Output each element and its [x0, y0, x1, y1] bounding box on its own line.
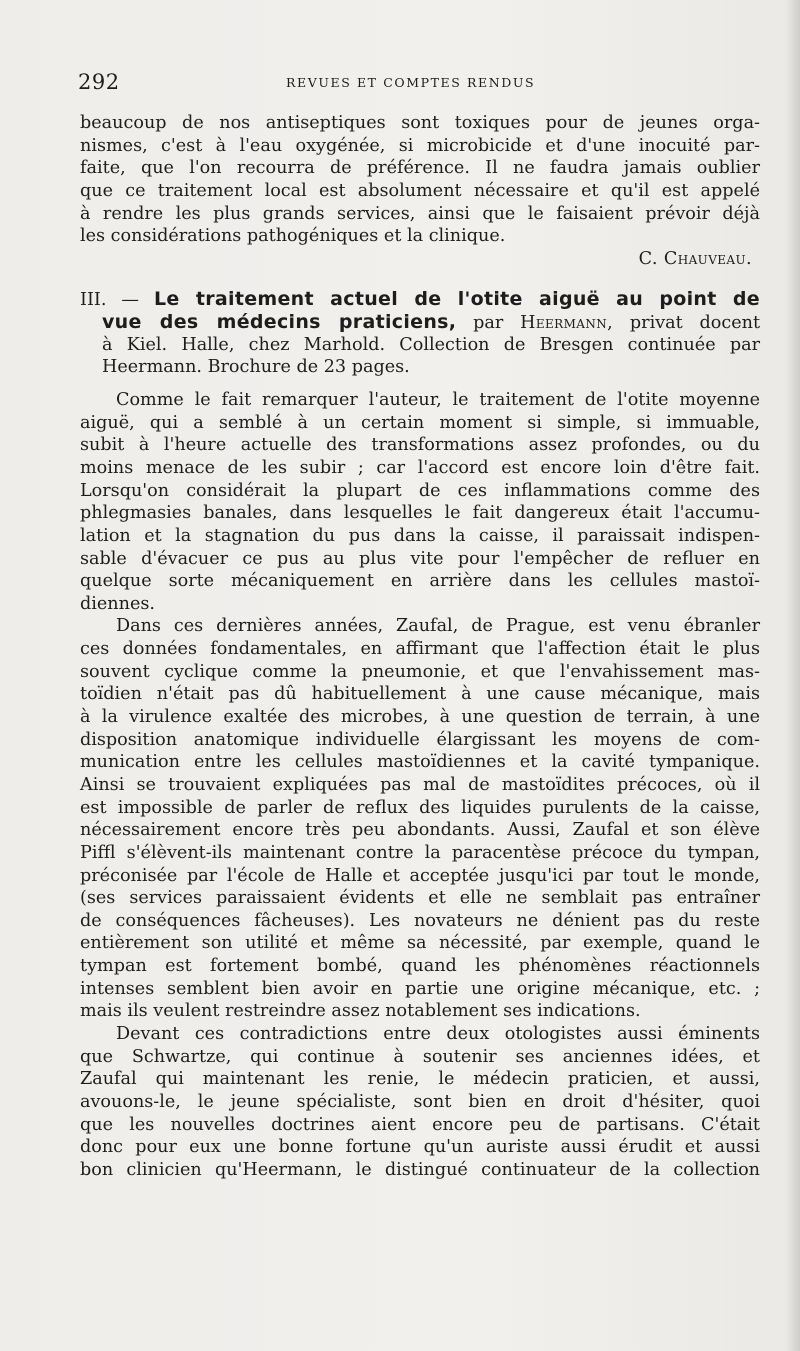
review-title: Le traitement actuel de l'otite aiguë au point de	[153, 288, 760, 311]
review-author: Heermann,	[520, 313, 614, 334]
text-line: entièrement son utilité et même sa nécessité, par exemple, quand le	[80, 933, 760, 954]
review-author-title: privat docent	[629, 313, 761, 334]
text-line: Zaufal qui maintenant les renie, le médecin praticien, et aussi,	[80, 1069, 760, 1090]
text-line: sable d'évacuer ce pus au plus vite pour l'empêcher de refluer en	[80, 548, 760, 569]
text-line: faite, que l'on recourra de préférence. Il ne faudra jamais oublier	[80, 158, 760, 179]
running-head: REVUES ET COMPTES RENDUS	[286, 75, 536, 90]
text-line: beaucoup de nos antiseptiques sont toxiques pour de jeunes orga-	[80, 113, 760, 133]
text-line: que les nouvelles doctrines aient encore peu de partisans. C'était	[80, 1114, 760, 1135]
text-line: Comme le fait remarquer l'auteur, le traitement de l'otite moyenne	[116, 390, 760, 411]
text-line: que ce traitement local est absolument nécessaire et qu'il est appelé	[80, 180, 760, 201]
review-number: III. —	[80, 290, 139, 311]
text-line: ces données fondamentales, en affirmant que l'affection était le plus	[80, 639, 760, 660]
page-number: 292	[78, 70, 120, 94]
text-line: Ainsi se trouvaient expliquées pas mal de mastoïdites précoces, où il	[80, 774, 760, 795]
review-heading-line	[80, 311, 760, 334]
text-line: toïdien n'était pas dû habituellement à une cause mécanique, mais	[80, 684, 760, 705]
text-line: à la virulence exaltée des microbes, à une question de terrain, à une	[80, 707, 760, 728]
text-line: à rendre les plus grands services, ainsi que le faisaient prévoir déjà	[80, 203, 760, 224]
review-signature: C. Chauveau.	[638, 248, 752, 269]
section-gap	[80, 270, 760, 288]
text-line: les considérations pathogéniques et la clinique.	[80, 226, 506, 247]
text-line: mais ils veulent restreindre assez notablement ses indications.	[80, 1001, 641, 1022]
text-line: moins menace de les subir ; car l'accord est encore loin d'être fait.	[80, 457, 760, 478]
text-line: munication entre les cellules mastoïdiennes et la cavité tympanique.	[80, 752, 760, 773]
text-line: donc pour eux une bonne fortune qu'un auriste aussi érudit et aussi	[80, 1137, 760, 1158]
review-heading-line	[80, 288, 760, 311]
text-line: nécessairement encore très peu abondants. Aussi, Zaufal et son élève	[80, 820, 760, 841]
page-edge-shadow	[786, 0, 800, 1351]
text-line: intenses semblent bien avoir en partie une origine mécanique, etc. ;	[80, 978, 760, 999]
text-line: avouons-le, le jeune spécialiste, sont bien en droit d'hésiter, quoi	[80, 1091, 760, 1112]
text-line: préconisée par l'école de Halle et acceptée jusqu'ici par tout le monde,	[80, 865, 760, 886]
text-line: subit à l'heure actuelle des transformations assez profondes, ou du	[80, 435, 760, 456]
page-header	[78, 70, 768, 96]
text-line: (ses services paraissaient évidents et elle ne semblait pas entraîner	[80, 888, 760, 909]
text-line: phlegmasies banales, dans lesquelles le fait dangereux était l'accumu-	[80, 503, 760, 524]
text-line: Lorsqu'on considérait la plupart de ces inflammations comme des	[80, 480, 760, 501]
text-line: quelque sorte mécaniquement en arrière dans les cellules mastoï-	[80, 571, 760, 592]
text-line: nismes, c'est à l'eau oxygénée, si microbicide et d'une inocuité par-	[80, 135, 760, 156]
page-content	[80, 112, 760, 1181]
text-line: Dans ces dernières années, Zaufal, de Prague, est venu ébranler	[116, 616, 760, 637]
text-line: disposition anatomique individuelle élargissant les moyens de com-	[80, 729, 760, 750]
review-reference-line: Heermann. Brochure de 23 pages.	[102, 357, 410, 378]
text-line: bon clinicien qu'Heermann, le distingué continuateur de la collection	[80, 1159, 760, 1180]
text-line: de conséquences fâcheuses). Les novateurs ne dénient pas du reste	[80, 910, 760, 931]
text-line: lation et la stagnation du pus dans la caisse, il paraissait indispen-	[80, 525, 760, 546]
review-reference-line: à Kiel. Halle, chez Marhold. Collection de Bresgen continuée par	[102, 334, 760, 355]
review-title: vue des médecins praticiens,	[102, 311, 457, 334]
section-gap	[80, 379, 760, 389]
text-line: Devant ces contradictions entre deux otologistes aussi éminents	[116, 1023, 760, 1044]
text-line: Piffl s'élèvent-ils maintenant contre la paracentèse précoce du tympan,	[80, 842, 760, 863]
text-line: diennes.	[80, 593, 155, 614]
text-line: souvent cyclique comme la pneumonie, et que l'envahissement mas-	[80, 661, 760, 682]
text-line: tympan est fortement bombé, quand les phénomènes réactionnels	[80, 956, 760, 977]
review-by: par	[473, 313, 504, 334]
text-line: que Schwartze, qui continue à soutenir ses anciennes idées, et	[80, 1046, 760, 1067]
text-line: aiguë, qui a semblé à un certain moment si simple, si immuable,	[80, 412, 760, 433]
text-line: est impossible de parler de reflux des liquides purulents de la caisse,	[80, 797, 760, 818]
